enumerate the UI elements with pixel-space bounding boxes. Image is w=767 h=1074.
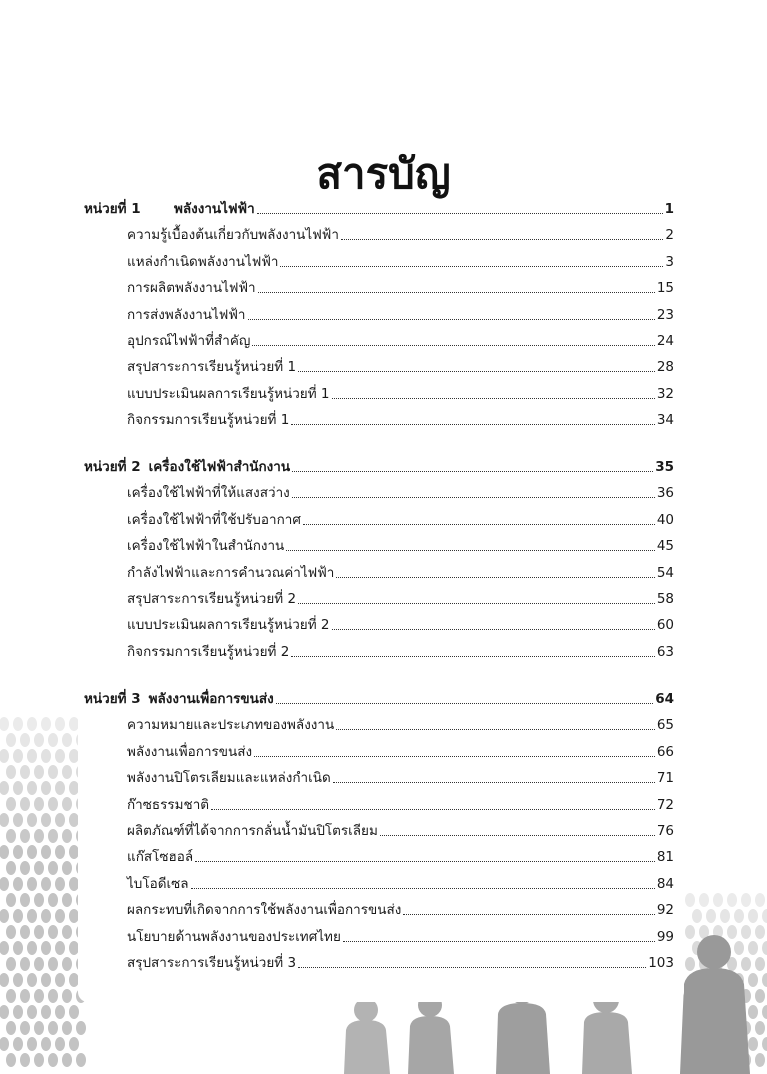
dot — [62, 989, 72, 1003]
page-number: 84 — [656, 875, 674, 892]
dot-leader — [332, 629, 655, 630]
dot — [762, 1005, 767, 1019]
entry-title: ไบโอดีเซล — [127, 875, 189, 892]
dot — [762, 941, 767, 955]
toc-entry-row[interactable] — [127, 873, 674, 893]
page-number: 34 — [656, 412, 674, 429]
entry-title: นโยบายด้านพลังงานของประเทศไทย — [127, 928, 341, 945]
dot — [20, 765, 30, 779]
dot-leader — [333, 782, 655, 783]
page-number: 58 — [656, 591, 674, 607]
dot — [13, 813, 23, 827]
dot — [762, 909, 767, 923]
dot — [34, 925, 44, 939]
page-number: 99 — [656, 928, 674, 945]
dot-leader — [403, 914, 655, 915]
entry-title: อุปกรณ์ไฟฟ้าที่สำคัญ — [127, 333, 251, 349]
entry-title: เครื่องใช้ไฟฟ้าในสำนักงาน — [127, 538, 285, 555]
entry-title: ผลกระทบที่เกิดจากการใช้พลังงานเพื่อการขนส่ง — [127, 902, 402, 919]
toc-entry-row[interactable] — [127, 224, 674, 244]
dot — [62, 1021, 72, 1035]
dot — [34, 829, 44, 843]
dot-leader — [292, 471, 653, 472]
page-number: 36 — [656, 485, 674, 502]
dot — [0, 845, 9, 859]
page-number: 103 — [648, 955, 674, 971]
dot — [762, 973, 767, 987]
dot — [55, 845, 65, 859]
dot — [20, 989, 30, 1003]
dot-leader — [276, 703, 653, 704]
dot — [48, 893, 58, 907]
dot — [6, 765, 16, 779]
dot — [706, 909, 716, 923]
page-number: 81 — [656, 849, 674, 866]
dot — [76, 1021, 86, 1035]
dot — [27, 973, 37, 987]
entry-title: แบบประเมินผลการเรียนรู้หน่วยที่ 1 — [127, 385, 330, 402]
dot — [755, 989, 765, 1003]
dot — [34, 765, 44, 779]
dot — [27, 781, 37, 795]
page-number: 45 — [656, 538, 674, 555]
dot — [741, 957, 751, 971]
dot — [27, 941, 37, 955]
dot — [27, 749, 37, 763]
dot — [27, 1005, 37, 1019]
dot-leader — [286, 550, 655, 551]
dot — [685, 893, 695, 907]
dot — [41, 941, 51, 955]
page-number: 40 — [656, 511, 674, 528]
dot — [13, 717, 23, 731]
dot — [27, 845, 37, 859]
page-number: 28 — [656, 359, 674, 376]
dot — [741, 893, 751, 907]
toc-entry-row[interactable] — [127, 535, 674, 555]
dot — [48, 765, 58, 779]
dot — [62, 925, 72, 939]
dot — [62, 765, 72, 779]
dot — [27, 877, 37, 891]
toc-entry-row[interactable] — [127, 846, 674, 866]
dot — [62, 829, 72, 843]
entry-title: กิจกรรมการเรียนรู้หน่วยที่ 1 — [127, 412, 290, 429]
entry-title: แบบประเมินผลการเรียนรู้หน่วยที่ 2 — [127, 617, 330, 634]
dot — [13, 749, 23, 763]
entry-title: แก๊สโซฮอล์ — [127, 849, 194, 866]
dot — [62, 1053, 72, 1067]
toc-entry-row[interactable] — [127, 899, 674, 919]
dot — [69, 1005, 79, 1019]
dot — [55, 877, 65, 891]
toc-entry-row[interactable] — [127, 356, 674, 376]
dot — [41, 909, 51, 923]
dot — [27, 909, 37, 923]
dot — [20, 925, 30, 939]
dot — [6, 1021, 16, 1035]
dot — [76, 1053, 86, 1067]
dot — [20, 893, 30, 907]
dot — [755, 893, 765, 907]
toc-unit-row[interactable] — [84, 198, 674, 218]
dot — [41, 877, 51, 891]
dot — [55, 909, 65, 923]
dot — [48, 797, 58, 811]
entry-title: สรุปสาระการเรียนรู้หน่วยที่ 3 — [127, 955, 297, 971]
entry-title: การผลิตพลังงานไฟฟ้า — [127, 280, 256, 297]
dot — [34, 957, 44, 971]
toc-entry-row[interactable] — [127, 794, 674, 814]
dot — [41, 749, 51, 763]
page-number: 71 — [656, 770, 674, 787]
dot — [755, 957, 765, 971]
page-number: 32 — [656, 385, 674, 402]
page-number: 66 — [656, 743, 674, 760]
page-number: 72 — [656, 796, 674, 813]
page-number: 2 — [665, 227, 674, 244]
page-number: 3 — [665, 253, 674, 270]
dot — [13, 909, 23, 923]
dot — [0, 717, 9, 731]
dot — [699, 893, 709, 907]
toc-entry-row[interactable] — [127, 614, 674, 634]
entry-title: กิจกรรมการเรียนรู้หน่วยที่ 2 — [127, 643, 290, 660]
dot-leader — [258, 292, 655, 293]
dot — [748, 1037, 758, 1051]
dot — [727, 893, 737, 907]
dot — [13, 1037, 23, 1051]
dot — [13, 973, 23, 987]
toc-entry-row[interactable] — [127, 741, 674, 761]
dot — [6, 733, 16, 747]
dot-leader — [292, 497, 655, 498]
unit-number: หน่วยที่ 2 — [84, 459, 141, 475]
dot — [48, 1053, 58, 1067]
dot — [13, 941, 23, 955]
dot — [748, 973, 758, 987]
dot — [55, 973, 65, 987]
dot — [685, 957, 695, 971]
page-number: 15 — [656, 280, 674, 297]
toc-entry-row[interactable] — [127, 714, 674, 734]
dot — [0, 909, 9, 923]
dot-leader — [291, 424, 654, 425]
dot — [748, 909, 758, 923]
page-number: 60 — [656, 617, 674, 634]
dot — [734, 909, 744, 923]
unit-number: หน่วยที่ 1 — [84, 201, 141, 217]
dot — [41, 973, 51, 987]
dot — [48, 925, 58, 939]
dot — [13, 877, 23, 891]
dot — [6, 861, 16, 875]
dot — [713, 893, 723, 907]
dot-leader — [298, 371, 655, 372]
dot — [6, 989, 16, 1003]
dot — [6, 893, 16, 907]
page-number: 24 — [656, 333, 674, 349]
dot-leader — [252, 345, 654, 346]
entry-title: ผลิตภัณฑ์ที่ได้จากการกลั่นน้ำมันปิโตรเลียม — [127, 823, 378, 839]
dot — [734, 941, 744, 955]
dot — [0, 1037, 9, 1051]
entry-title: กำลังไฟฟ้าและการคำนวณค่าไฟฟ้า — [127, 564, 335, 581]
dot — [6, 797, 16, 811]
dot-leader — [191, 888, 655, 889]
unit-number: หน่วยที่ 3 — [84, 691, 141, 707]
dot — [13, 781, 23, 795]
dot — [6, 1053, 16, 1067]
dot — [20, 733, 30, 747]
dot — [755, 925, 765, 939]
page-number: 65 — [656, 717, 674, 734]
dot — [55, 749, 65, 763]
toc-entry-row[interactable] — [127, 926, 674, 946]
toc-entry-row[interactable] — [127, 952, 674, 972]
dot — [755, 1021, 765, 1035]
dot — [6, 925, 16, 939]
toc-entry-row[interactable] — [127, 562, 674, 582]
toc-entry-row[interactable] — [127, 641, 674, 661]
dot — [69, 1037, 79, 1051]
dot-leader — [303, 524, 655, 525]
dot — [13, 845, 23, 859]
toc-entry-row[interactable] — [127, 820, 674, 840]
dot — [34, 1021, 44, 1035]
page-number: 63 — [656, 643, 674, 660]
entry-title: พลังงานเพื่อการขนส่ง — [127, 743, 253, 760]
dot — [20, 861, 30, 875]
dot — [34, 989, 44, 1003]
dot — [55, 781, 65, 795]
toc-entry-row[interactable] — [127, 277, 674, 297]
dot-leader — [380, 835, 655, 836]
toc-unit-row[interactable] — [84, 688, 674, 708]
entry-title: ความหมายและประเภทของพลังงาน — [127, 717, 335, 734]
entry-title: สรุปสาระการเรียนรู้หน่วยที่ 1 — [127, 359, 297, 376]
dot — [34, 797, 44, 811]
dot — [13, 1005, 23, 1019]
dot — [48, 861, 58, 875]
entry-title: สรุปสาระการเรียนรู้หน่วยที่ 2 — [127, 591, 297, 607]
dot — [20, 1053, 30, 1067]
dot — [755, 1053, 765, 1067]
entry-title: แหล่งกำเนิดพลังงานไฟฟ้า — [127, 253, 279, 270]
dot — [0, 749, 9, 763]
page-number: 35 — [655, 459, 674, 475]
dot-leader — [211, 809, 655, 810]
dot — [41, 717, 51, 731]
dot-leader — [254, 756, 655, 757]
dot — [727, 925, 737, 939]
entry-title: เครื่องใช้ไฟฟ้าที่ให้แสงสว่าง — [127, 485, 290, 502]
dot — [685, 925, 695, 939]
dot — [62, 797, 72, 811]
toc-entry-row[interactable] — [127, 509, 674, 529]
dot — [41, 1005, 51, 1019]
dot — [55, 1037, 65, 1051]
dot — [0, 1005, 9, 1019]
dot — [48, 957, 58, 971]
dot — [48, 1021, 58, 1035]
dot — [0, 941, 9, 955]
dot — [48, 989, 58, 1003]
dot — [20, 957, 30, 971]
dot — [55, 717, 65, 731]
dot — [34, 733, 44, 747]
dot-pattern-left — [0, 717, 86, 1067]
dot — [48, 829, 58, 843]
dot — [0, 973, 9, 987]
entry-title: ก๊าซธรรมชาติ — [127, 796, 210, 813]
toc-entry-row[interactable] — [127, 330, 674, 350]
dot — [41, 845, 51, 859]
unit-title: เครื่องใช้ไฟฟ้าสำนักงาน — [148, 459, 291, 475]
toc-entry-row[interactable] — [127, 588, 674, 608]
dot — [62, 733, 72, 747]
dot — [55, 941, 65, 955]
entry-title: การส่งพลังงานไฟฟ้า — [127, 306, 246, 323]
dot — [720, 909, 730, 923]
dot — [27, 1037, 37, 1051]
toc-entry-row[interactable] — [127, 383, 674, 403]
toc-entry-row[interactable] — [127, 251, 674, 271]
dot — [20, 1021, 30, 1035]
dot — [762, 1037, 767, 1051]
page-number: 1 — [664, 201, 674, 217]
page-title: สารบัญ — [316, 149, 451, 199]
entry-title: เครื่องใช้ไฟฟ้าที่ใช้ปรับอากาศ — [127, 511, 301, 528]
dot-leader — [248, 319, 655, 320]
page-number: 54 — [656, 564, 674, 581]
dot-leader — [298, 967, 646, 968]
dot — [62, 957, 72, 971]
dot — [27, 813, 37, 827]
dot — [20, 797, 30, 811]
toc-unit-row[interactable] — [84, 456, 674, 476]
dot — [41, 781, 51, 795]
dot — [20, 829, 30, 843]
dot — [41, 813, 51, 827]
dot — [62, 893, 72, 907]
dot — [27, 717, 37, 731]
dot-leader — [332, 398, 655, 399]
dot — [62, 861, 72, 875]
toc-entry-row[interactable] — [127, 409, 674, 429]
dot-leader — [336, 729, 655, 730]
dot — [748, 1005, 758, 1019]
dot — [55, 1005, 65, 1019]
dot — [0, 781, 9, 795]
page-number: 23 — [656, 306, 674, 323]
dot — [34, 893, 44, 907]
page-number: 92 — [656, 902, 674, 919]
dot-leader — [336, 577, 654, 578]
dot-leader — [298, 603, 655, 604]
dot — [6, 957, 16, 971]
entry-title: ความรู้เบื้องต้นเกี่ยวกับพลังงานไฟฟ้า — [127, 227, 339, 244]
dot — [748, 941, 758, 955]
dot — [6, 829, 16, 843]
dot — [0, 877, 9, 891]
dot — [48, 733, 58, 747]
page-number: 76 — [656, 823, 674, 839]
toc-entry-row[interactable] — [127, 482, 674, 502]
dot — [0, 813, 9, 827]
entry-title: พลังงานปิโตรเลียมและแหล่งกำเนิด — [127, 770, 331, 787]
dot-leader — [280, 266, 663, 267]
dot-leader — [195, 861, 655, 862]
toc-entry-row[interactable] — [127, 767, 674, 787]
toc-entry-row[interactable] — [127, 304, 674, 324]
dot-leader — [341, 239, 664, 240]
dot — [741, 925, 751, 939]
dot-leader — [291, 656, 654, 657]
dot — [55, 813, 65, 827]
unit-title: พลังงานเพื่อการขนส่ง — [148, 691, 274, 707]
dot-leader — [343, 941, 655, 942]
unit-title: พลังงานไฟฟ้า — [174, 201, 255, 217]
dot-leader — [257, 213, 663, 214]
dot — [692, 909, 702, 923]
dot — [41, 1037, 51, 1051]
page-number: 64 — [655, 691, 674, 707]
dot — [34, 1053, 44, 1067]
dot — [34, 861, 44, 875]
